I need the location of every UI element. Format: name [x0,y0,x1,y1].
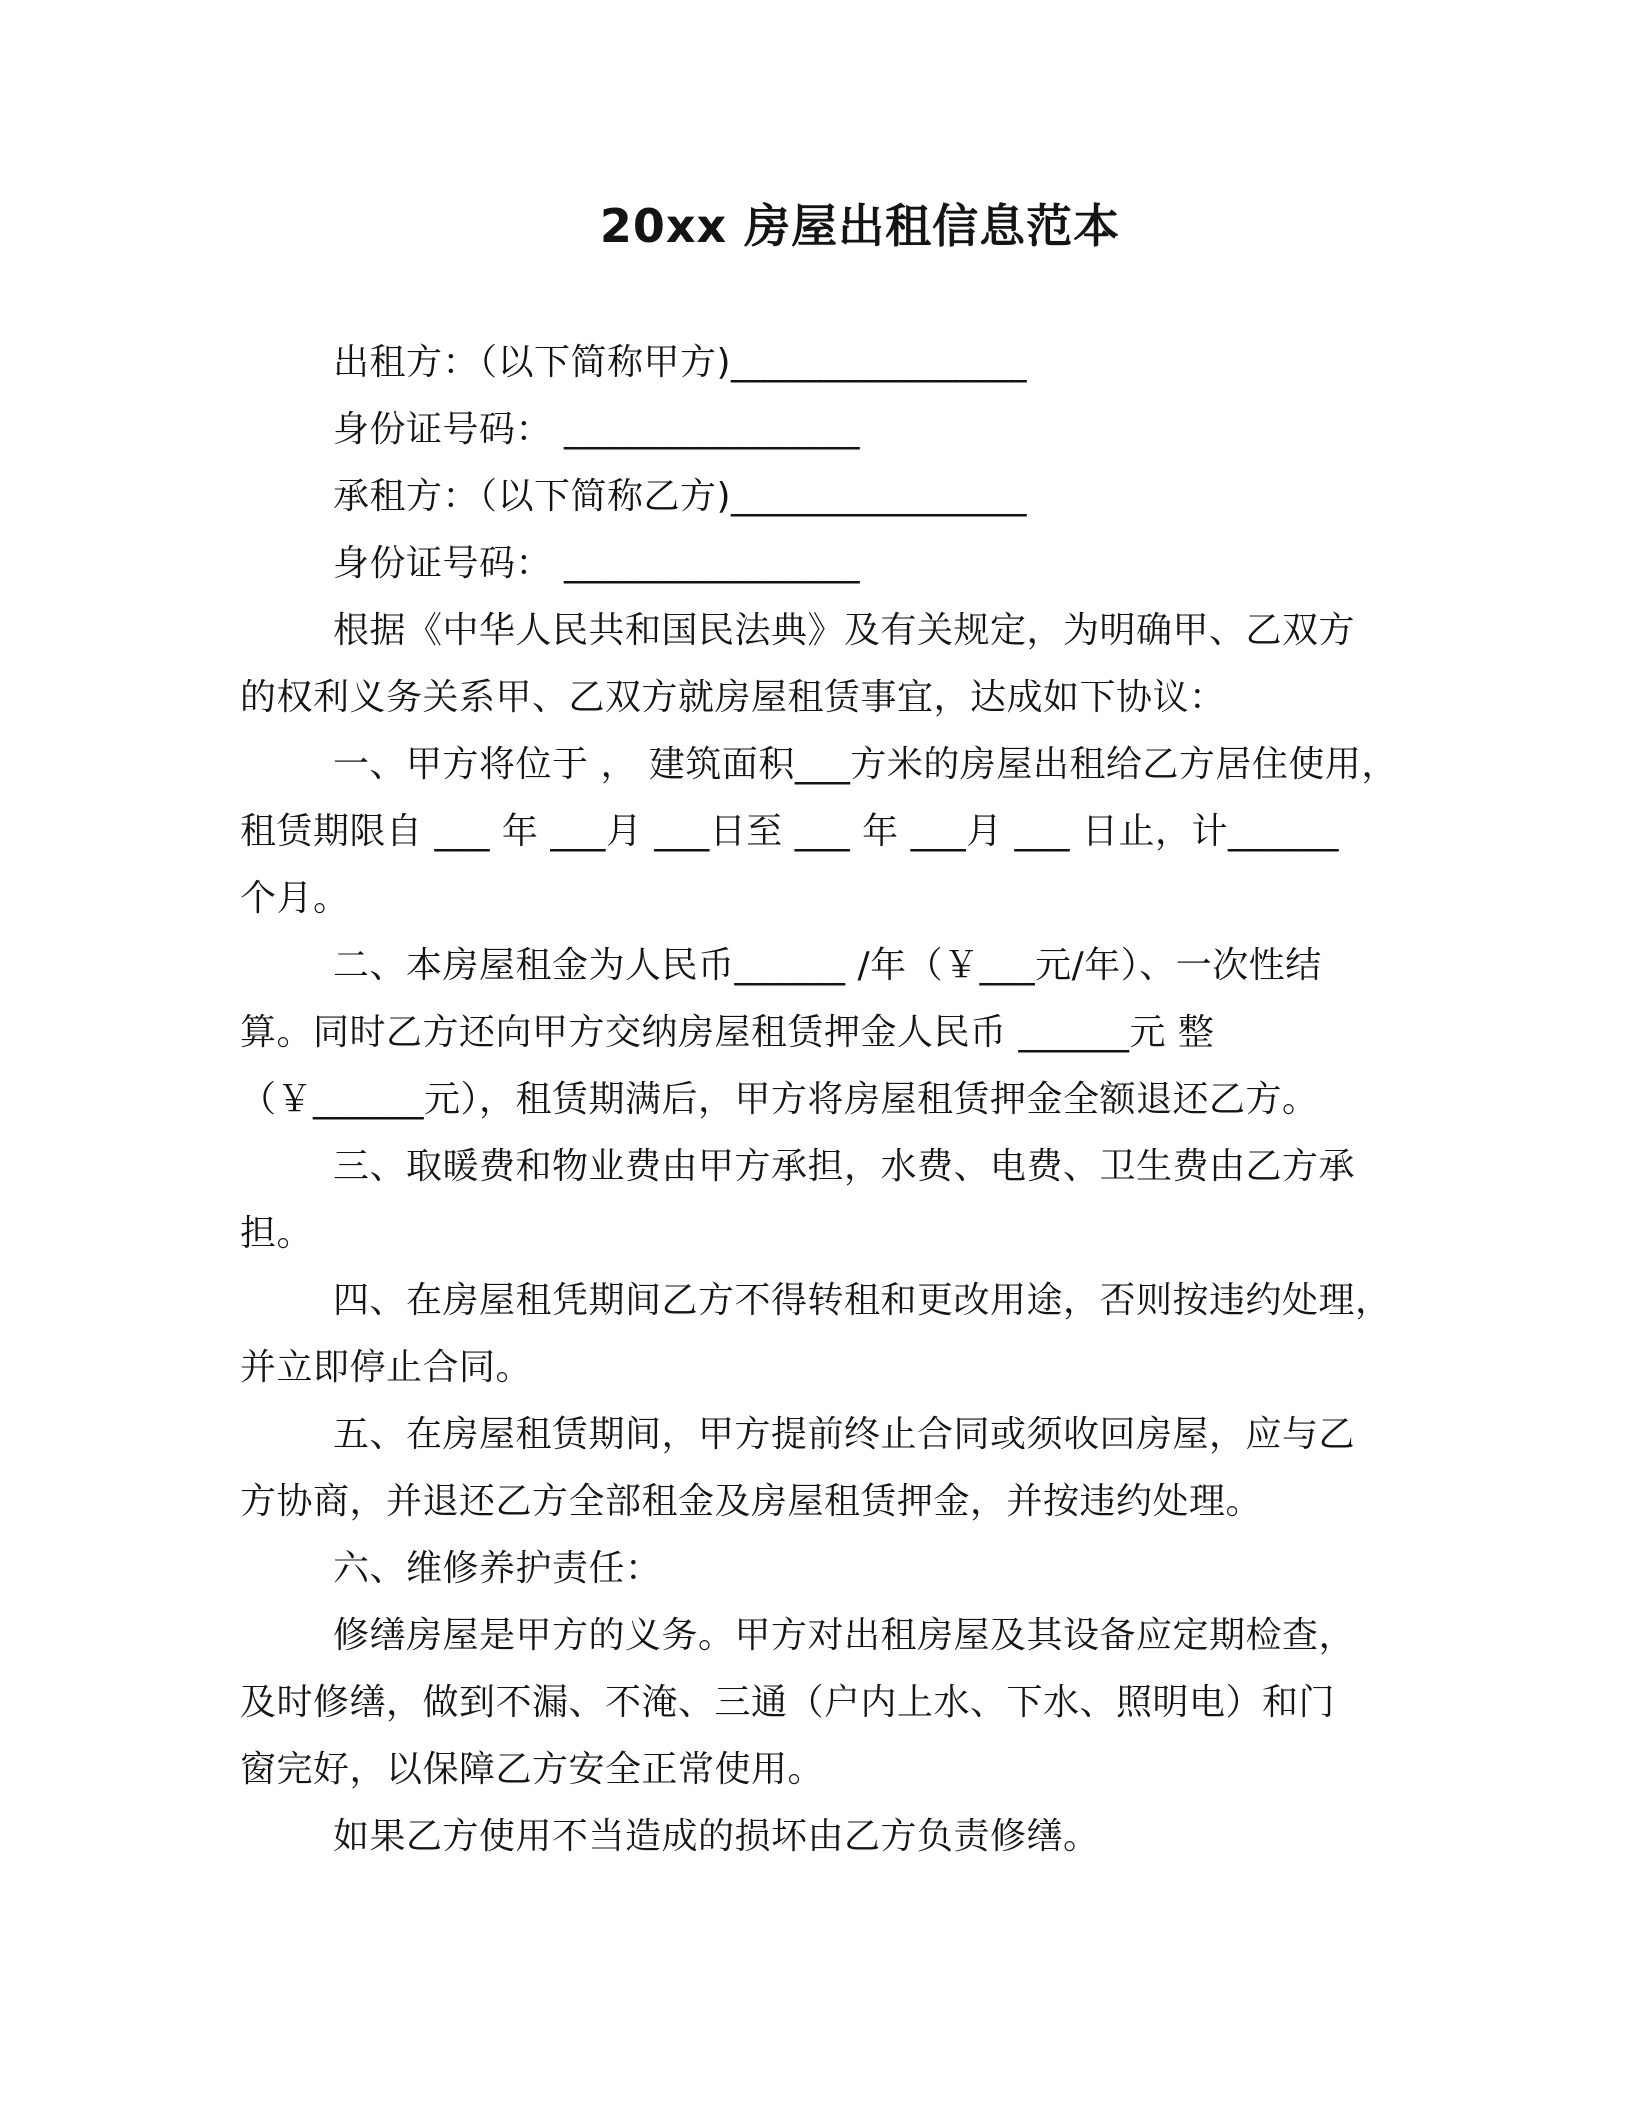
clause-2-line-3: （￥______元），租赁期满后，甲方将房屋租赁押金全额退还乙方。 [240,1079,1319,1120]
preamble-line-2: 的权利义务关系甲、乙双方就房屋租赁事宜，达成如下协议： [240,677,1226,718]
preamble-line-1: 根据《中华人民共和国民法典》及有关规定，为明确甲、乙双方 [333,610,1356,651]
clause-2-line-1: 二、本房屋租金为人民币______ /年（￥___元/年）、一次性结 [333,945,1322,986]
clause-6-line-1: 修缮房屋是甲方的义务。甲方对出租房屋及其设备应定期检查， [333,1615,1356,1656]
clause-2-line-2: 算。同时乙方还向甲方交纳房屋租赁押金人民币 ______元 整 [240,1012,1215,1053]
clause-5-line-1: 五、在房屋租赁期间，甲方提前终止合同或须收回房屋，应与乙 [333,1414,1356,1455]
clause-6-line-3: 窗完好，以保障乙方安全正常使用。 [240,1749,825,1790]
clause-6-line-2: 及时修缮，做到不漏、不淹、三通（户内上水、下水、照明电）和门 [240,1682,1336,1723]
clause-1-line-3: 个月。 [240,878,350,919]
clause-6-line-4: 如果乙方使用不当造成的损坏由乙方负责修缮。 [333,1816,1100,1857]
clause-4-line-1: 四、在房屋租凭期间乙方不得转租和更改用途，否则按违约处理， [333,1280,1392,1321]
clause-1-line-2: 租赁期限自 ___ 年 ___月 ___日至 ___ 年 ___月 ___ 日止，计______ [240,811,1339,852]
document-title: 20xx 房屋出租信息范本 [599,199,1121,253]
lessee-id-line: 身份证号码： ________________ [333,543,860,584]
clause-4-line-2: 并立即停止合同。 [240,1347,533,1388]
clause-3-line-1: 三、取暖费和物业费由甲方承担，水费、电费、卫生费由乙方承 [333,1146,1356,1187]
clause-5-line-2: 方协商，并退还乙方全部租金及房屋租赁押金，并按违约处理。 [240,1481,1263,1522]
lessor-line: 出租方：（以下简称甲方)________________ [333,342,1028,383]
lessee-line: 承租方：（以下简称乙方)________________ [333,476,1028,517]
lessor-id-line: 身份证号码： ________________ [333,409,860,450]
clause-6-heading: 六、维修养护责任： [333,1548,662,1589]
clause-3-line-2: 担。 [240,1213,314,1254]
clause-1-line-1: 一、甲方将位于 ， 建筑面积___方米的房屋出租给乙方居住使用， [333,744,1398,785]
